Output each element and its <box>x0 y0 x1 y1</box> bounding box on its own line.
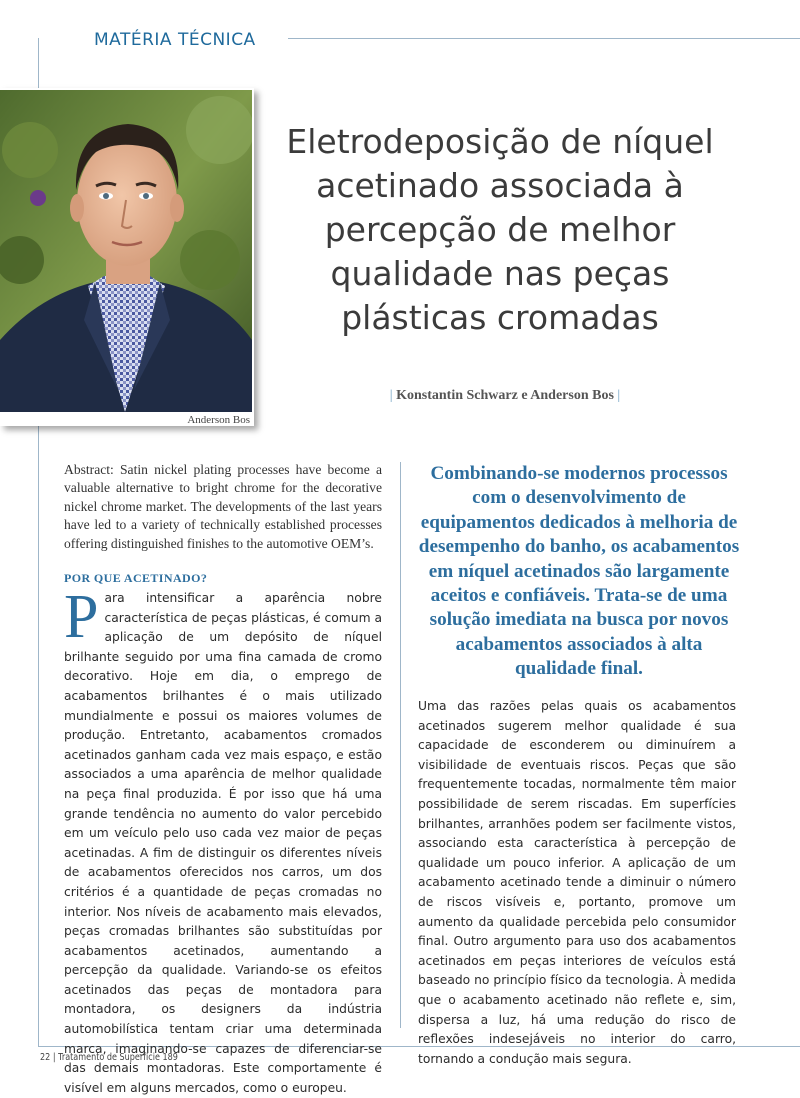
abstract: Abstract: Satin nickel plating processes have become a valuable alternative to bright chrome for the decorative nickel chrome market. The developments of the last years have led to a variety of technically established processes offering distinguished finishes to the automotive OEM’s. <box>64 462 382 551</box>
page-footer: 22 | Tratamento de Superfície 189 <box>40 1052 178 1063</box>
body-left-column <box>64 583 382 1098</box>
article-title: Eletrodeposição de níquel acetinado associada à percepção de melhor qualidade nas peças plásticas cromadas <box>286 122 714 337</box>
authors-names: Konstantin Schwarz e Anderson Bos <box>396 388 614 403</box>
body-left-text: ara intensificar a aparência nobre característica de peças plásticas, é comum a aplicação de um depósito de níquel brilhante seguido por uma fina camada de cromo decorativo. Hoje em dia, o emprego de acabamentos brilhantes é o mais utilizado mundialmente e possui os maiores volumes de produção. Entretanto, acabamentos cromados acetinados ganham cada vez mais espaço, e estão associados a uma aparência de melhor qualidade na peça final produzida. É por isso que há uma grande tendência no aumento do valor percebido em um veículo pelo uso cada vez maior de peças acetinadas. A fim de distinguir os diferentes níveis de acabamentos oferecidos nos carros, um dos critérios é a quantidade de peças cromadas no interior. Nos níveis de acabamento mais elevados, peças cromadas brilhantes são substituídas por acabamentos acetinados, aumentando a percepção da qualidade. Variando-se os efeitos acetinados das peças de montadora para montadora, os designers da indústria automobilística tentam criar uma determinada marca, imaginando-se capazes de diferenciar-se das demais montadoras. Este comportamente é visível em alguns mercados, como o europeu. <box>64 591 382 1095</box>
author-photo-frame <box>0 88 254 426</box>
drop-cap: P <box>64 583 99 651</box>
body-right-column: Uma das razões pelas quais os acabamentos acetinados sugerem melhor qualidade é sua capacidade de esconderem ou diminuírem a visibilidade de eventuais riscos. Peças que são frequentemente tocadas, normalmente têm maior possibilidade de serem riscadas. Em superfícies brilhantes, arranhões podem ser facilmente vistos, associando esta característica à percepção de qualidade um pouco inferior. A aplicação de um acabamento acetinado tende a diminuir o número de riscos visíveis e, portanto, promove um aumento da qualidade percebida pelo consumidor final. Outro argumento para uso dos acabamentos acetinados em peças interiores de veículos está baseado no princípio físico da tecnologia. À medida que o acabamento acetinado não reflete e, sim, dispersa a luz, há uma redução do risco de reflexões indesejáveis no interior do carro, tornando a condução mais segura. <box>418 699 736 1066</box>
author-photo <box>0 90 252 412</box>
authors-bar-right: | <box>617 388 621 403</box>
authors-bar-left: | <box>389 388 393 403</box>
column-divider <box>400 462 401 1028</box>
section-label: MATÉRIA TÉCNICA <box>94 30 256 50</box>
section-heading: POR QUE ACETINADO? <box>64 571 208 585</box>
article-authors <box>340 388 670 404</box>
pull-quote: Combinando-se modernos processos com o desenvolvimento de equipamentos dedicados à melhoria de desempenho do banho, os acabamentos em níquel acetinados são largamente aceitos e confiáveis. Trata-se de uma solução imediata na busca por novos acabamentos associados à alta qualidade final. <box>418 463 740 680</box>
photo-caption: Anderson Bos <box>187 414 250 426</box>
